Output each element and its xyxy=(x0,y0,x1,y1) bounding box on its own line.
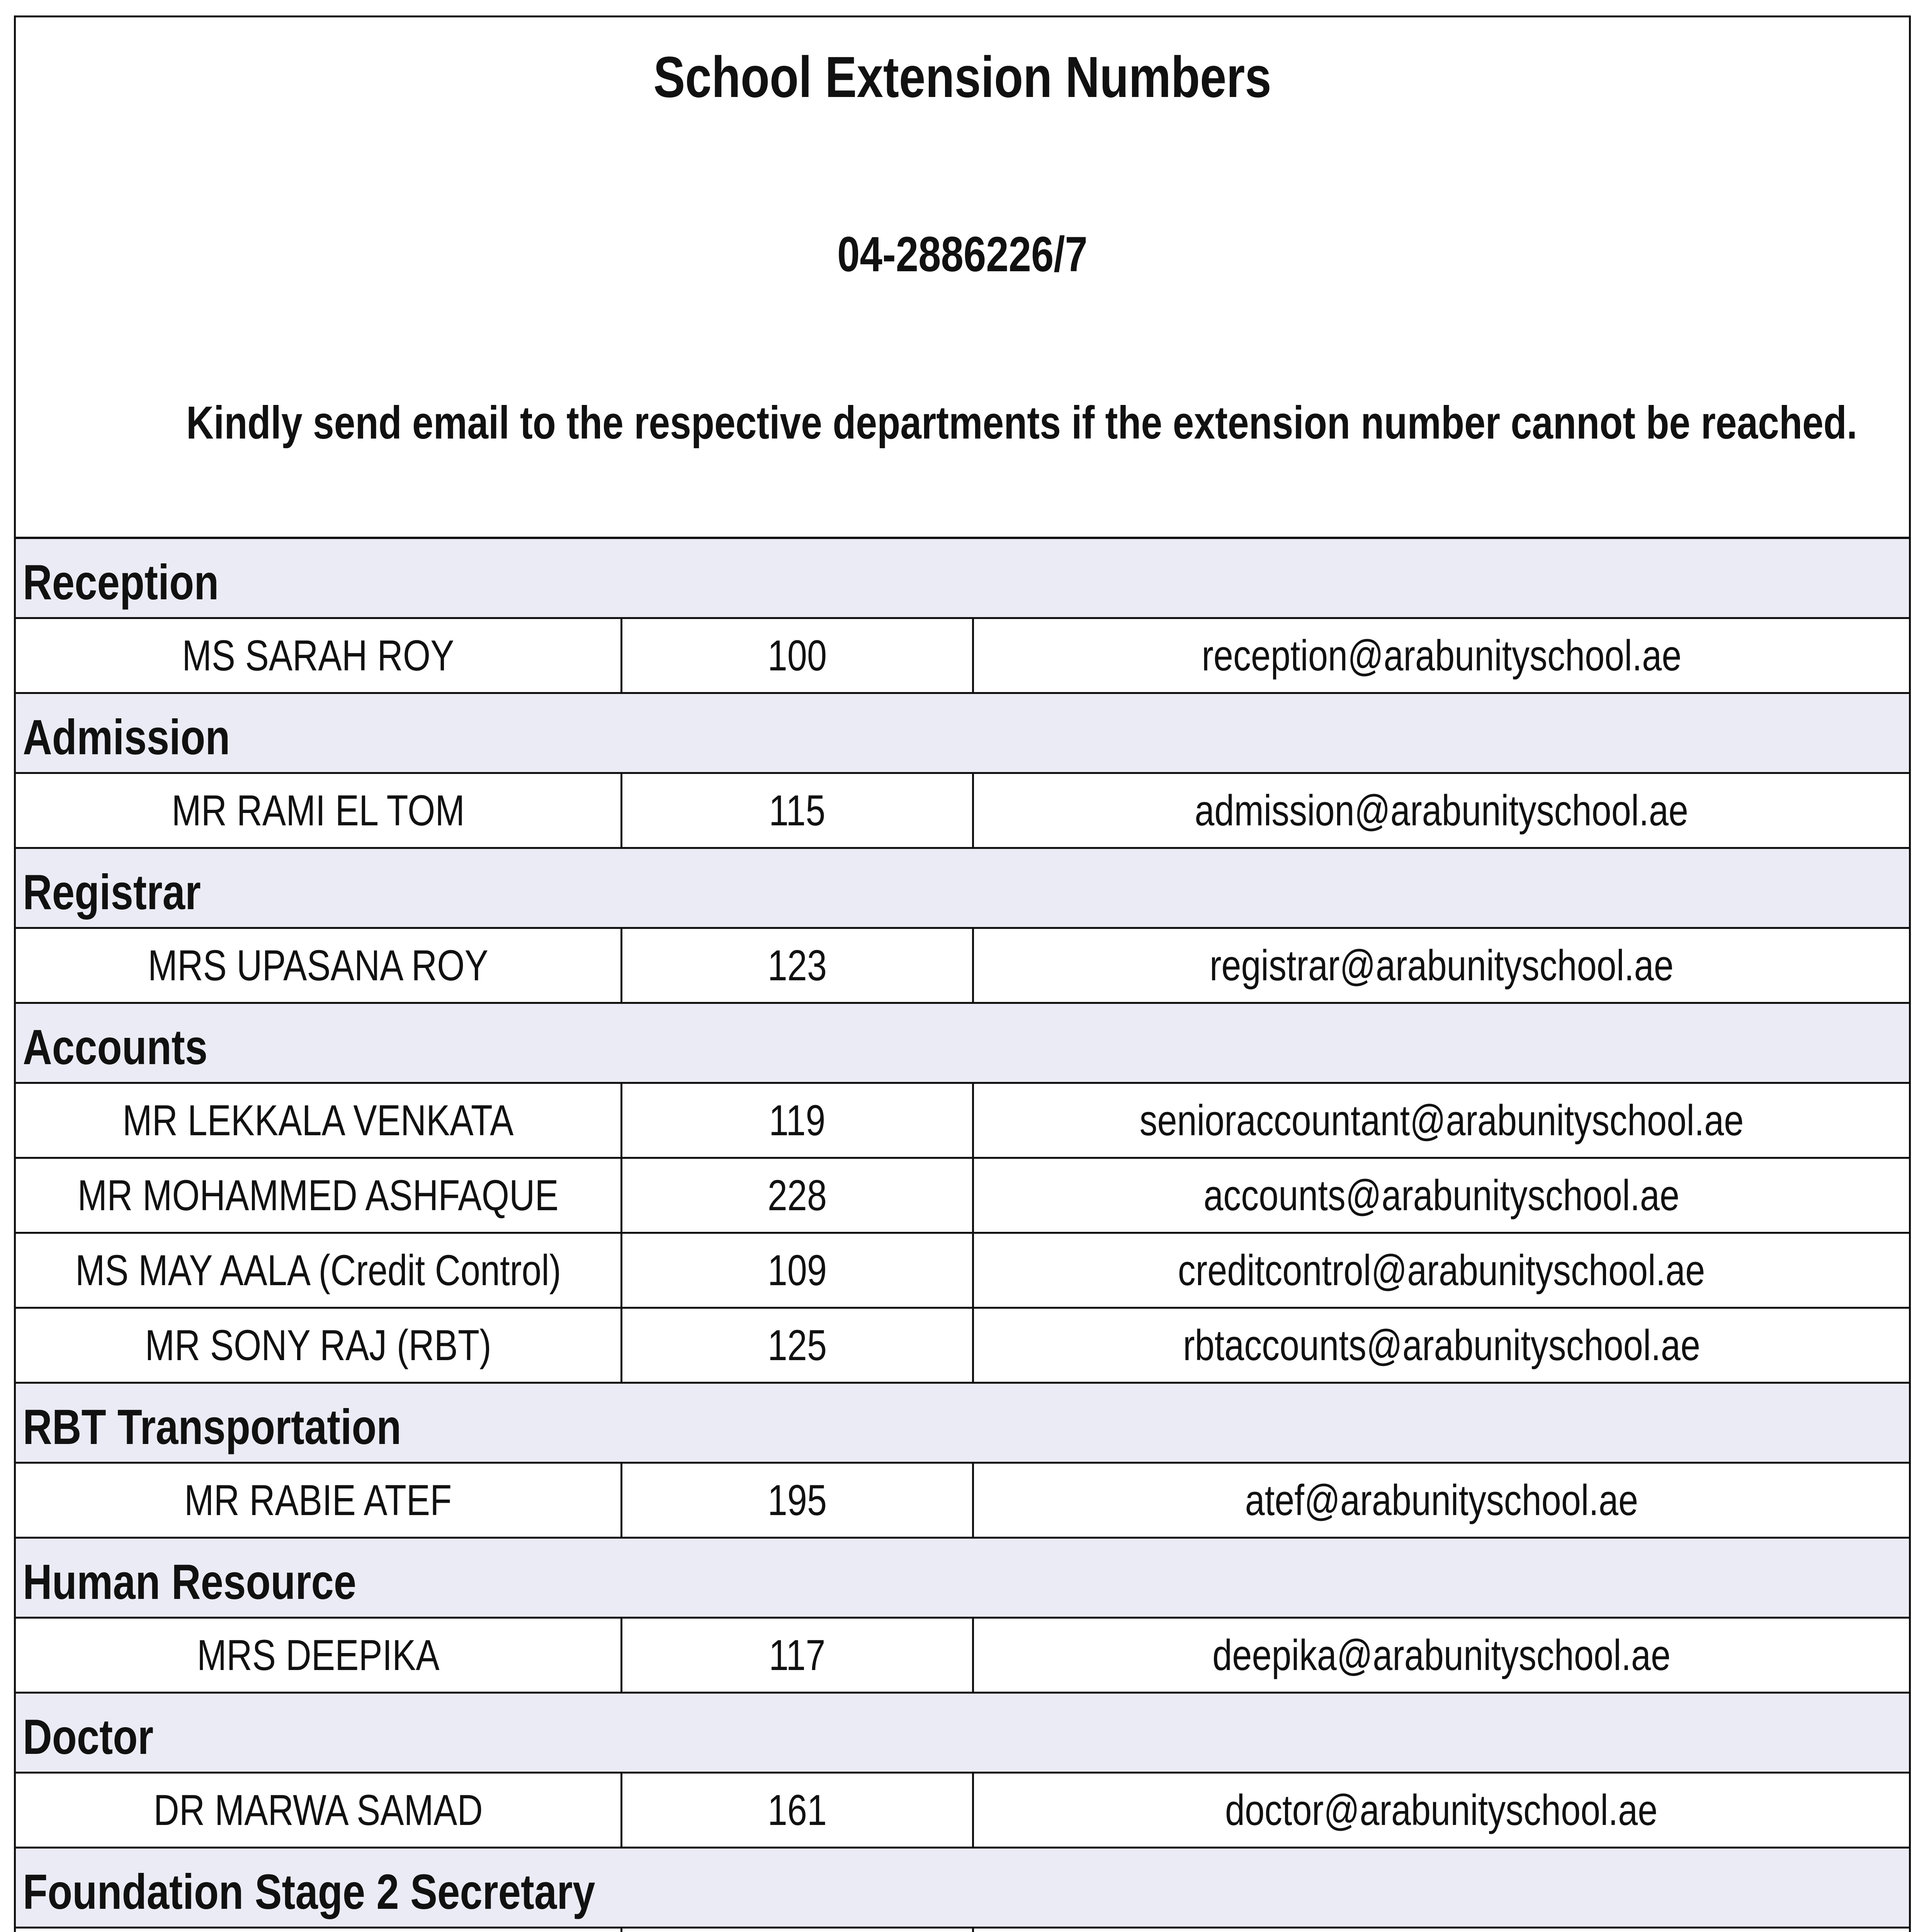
contact-email[interactable]: deepika@arabunityschool.ae xyxy=(1212,1631,1671,1679)
header-block xyxy=(16,17,1909,539)
contact-name-cell xyxy=(16,1309,622,1382)
department-header xyxy=(16,849,1909,929)
contact-row xyxy=(16,1159,1909,1234)
department-name: Accounts xyxy=(23,1020,208,1075)
contact-email-cell xyxy=(974,1309,1909,1382)
contact-email[interactable]: creditcontrol@arabunityschool.ae xyxy=(1178,1246,1705,1294)
contact-name-cell xyxy=(16,619,622,692)
contact-email[interactable]: admission@arabunityschool.ae xyxy=(1195,786,1688,835)
contact-email-cell xyxy=(974,1929,1909,1932)
contact-name-cell xyxy=(16,929,622,1002)
email-instruction-note: Kindly send email to the respective departments if the extension number cannot be reached. xyxy=(186,397,1858,449)
contact-name: DR MARWA SAMAD xyxy=(153,1786,483,1834)
contact-row xyxy=(16,1309,1909,1384)
extension-sheet xyxy=(14,15,1911,1932)
department-name: Registrar xyxy=(23,865,201,920)
extension-number-cell xyxy=(622,619,974,692)
extension-number: 161 xyxy=(767,1786,827,1834)
extension-number: 228 xyxy=(767,1171,827,1219)
department-header xyxy=(16,694,1909,774)
contact-email-cell xyxy=(974,1159,1909,1232)
contact-name: MS SARAH ROY xyxy=(182,631,454,680)
department-header xyxy=(16,539,1909,619)
contact-email-cell xyxy=(974,774,1909,847)
extension-number-cell xyxy=(622,774,974,847)
department-header xyxy=(16,1384,1909,1464)
contact-row xyxy=(16,774,1909,849)
contact-row xyxy=(16,619,1909,694)
department-name: Human Resource xyxy=(23,1554,357,1610)
contact-row xyxy=(16,1234,1909,1309)
extension-number: 100 xyxy=(767,631,827,680)
contact-email-cell xyxy=(974,1464,1909,1537)
contact-name: MS MAY AALA (Credit Control) xyxy=(75,1246,561,1294)
extension-number-cell xyxy=(622,1084,974,1157)
department-name: RBT Transportation xyxy=(23,1400,401,1455)
contact-email[interactable]: senioraccountant@arabunityschool.ae xyxy=(1139,1096,1744,1145)
extension-table xyxy=(16,539,1909,1932)
contact-row xyxy=(16,1774,1909,1849)
contact-name: MR RAMI EL TOM xyxy=(172,786,465,835)
extension-number: 123 xyxy=(767,941,827,990)
contact-email[interactable]: registrar@arabunityschool.ae xyxy=(1209,941,1674,990)
contact-name: MRS UPASANA ROY xyxy=(148,941,489,990)
contact-name: MR MOHAMMED ASHFAQUE xyxy=(77,1171,559,1219)
extension-number: 109 xyxy=(767,1246,827,1294)
contact-email[interactable]: doctor@arabunityschool.ae xyxy=(1225,1786,1658,1834)
contact-name-cell xyxy=(16,1929,622,1932)
contact-row xyxy=(16,929,1909,1004)
extension-number: 119 xyxy=(769,1096,826,1145)
department-name: Reception xyxy=(23,555,219,610)
contact-name-cell xyxy=(16,1774,622,1847)
contact-row xyxy=(16,1929,1909,1932)
main-phone-number: 04-2886226/7 xyxy=(837,227,1088,282)
department-name: Doctor xyxy=(23,1709,154,1765)
department-name: Admission xyxy=(23,710,230,765)
contact-name: MRS DEEPIKA xyxy=(197,1631,440,1679)
contact-row xyxy=(16,1619,1909,1694)
contact-email[interactable]: atef@arabunityschool.ae xyxy=(1245,1476,1638,1524)
extension-number-cell xyxy=(622,1774,974,1847)
contact-email-cell xyxy=(974,1774,1909,1847)
contact-email[interactable]: reception@arabunityschool.ae xyxy=(1202,631,1681,680)
extension-number-cell xyxy=(622,929,974,1002)
extension-number-cell xyxy=(622,1159,974,1232)
department-header xyxy=(16,1539,1909,1619)
department-header xyxy=(16,1004,1909,1084)
department-header xyxy=(16,1694,1909,1774)
page-title: School Extension Numbers xyxy=(653,44,1271,109)
contact-name: MR SONY RAJ (RBT) xyxy=(145,1321,491,1369)
extension-number: 115 xyxy=(769,786,826,835)
extension-number: 195 xyxy=(767,1476,827,1524)
contact-email-cell xyxy=(974,619,1909,692)
contact-row xyxy=(16,1464,1909,1539)
extension-number-cell xyxy=(622,1929,974,1932)
contact-name-cell xyxy=(16,1619,622,1692)
contact-email-cell xyxy=(974,1084,1909,1157)
extension-number: 117 xyxy=(769,1631,826,1679)
contact-email-cell xyxy=(974,929,1909,1002)
contact-email[interactable]: accounts@arabunityschool.ae xyxy=(1203,1171,1679,1219)
contact-name: MR RABIE ATEF xyxy=(184,1476,452,1524)
contact-name-cell xyxy=(16,1464,622,1537)
contact-email-cell xyxy=(974,1234,1909,1307)
contact-name-cell xyxy=(16,774,622,847)
contact-name-cell xyxy=(16,1234,622,1307)
extension-number-cell xyxy=(622,1234,974,1307)
contact-email[interactable]: rbtaccounts@arabunityschool.ae xyxy=(1183,1321,1700,1369)
contact-row xyxy=(16,1084,1909,1159)
extension-number-cell xyxy=(622,1464,974,1537)
contact-name-cell xyxy=(16,1159,622,1232)
department-name: Foundation Stage 2 Secretary xyxy=(23,1864,595,1920)
department-header xyxy=(16,1849,1909,1929)
extension-number-cell xyxy=(622,1309,974,1382)
contact-name: MR LEKKALA VENKATA xyxy=(122,1096,514,1145)
extension-number-cell xyxy=(622,1619,974,1692)
contact-name-cell xyxy=(16,1084,622,1157)
contact-email-cell xyxy=(974,1619,1909,1692)
extension-number: 125 xyxy=(767,1321,827,1369)
